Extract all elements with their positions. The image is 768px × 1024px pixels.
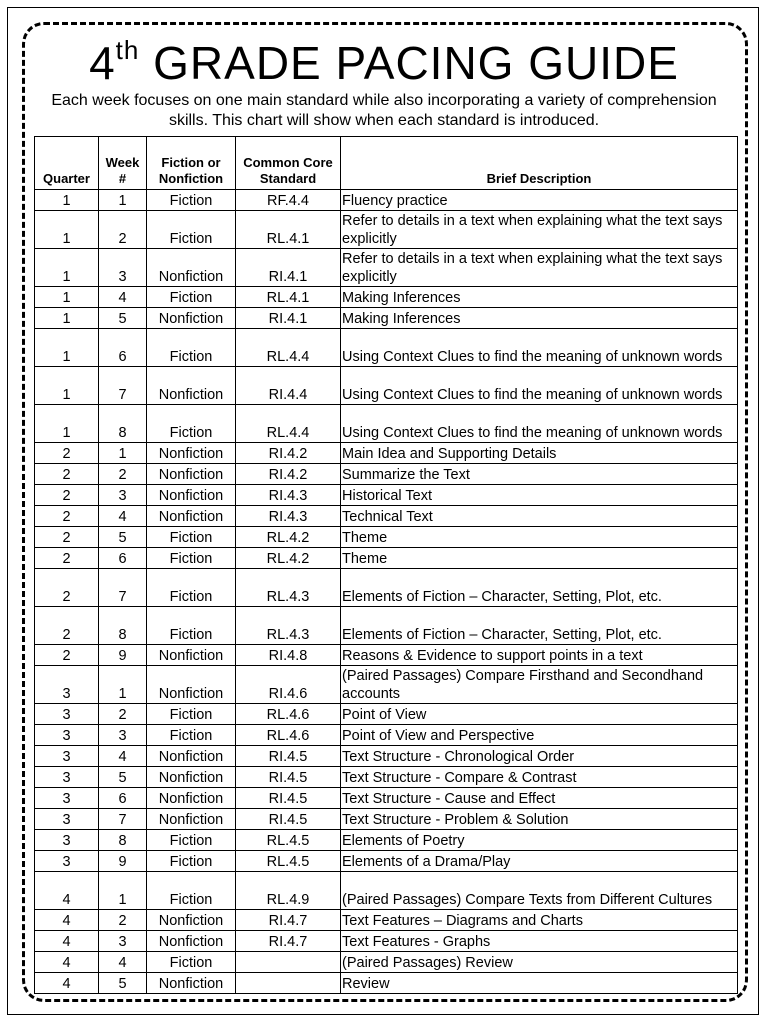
cell-standard: RI.4.5 bbox=[236, 788, 341, 809]
cell-fiction: Fiction bbox=[147, 704, 236, 725]
cell-quarter: 2 bbox=[35, 527, 99, 548]
table-row bbox=[35, 485, 738, 506]
cell-fiction: Fiction bbox=[147, 527, 236, 548]
cell-week: 5 bbox=[99, 527, 147, 548]
cell-standard bbox=[236, 973, 341, 994]
cell-week: 9 bbox=[99, 851, 147, 872]
cell-week: 1 bbox=[99, 190, 147, 211]
cell-quarter: 4 bbox=[35, 952, 99, 973]
table-row bbox=[35, 443, 738, 464]
table-row bbox=[35, 931, 738, 952]
cell-week: 8 bbox=[99, 405, 147, 443]
cell-quarter: 1 bbox=[35, 405, 99, 443]
table-row bbox=[35, 367, 738, 405]
cell-fiction: Nonfiction bbox=[147, 746, 236, 767]
cell-description: Theme bbox=[341, 548, 738, 569]
page-subtitle: Each week focuses on one main standard while also incorporating a variety of comprehension skills. This chart will show when each standard is introduced. bbox=[51, 92, 717, 129]
cell-week: 2 bbox=[99, 910, 147, 931]
table-row bbox=[35, 952, 738, 973]
cell-quarter: 2 bbox=[35, 607, 99, 645]
cell-standard: RL.4.1 bbox=[236, 211, 341, 249]
table-row bbox=[35, 851, 738, 872]
table-row bbox=[35, 704, 738, 725]
table-row bbox=[35, 464, 738, 485]
cell-standard: RI.4.4 bbox=[236, 367, 341, 405]
cell-quarter: 3 bbox=[35, 666, 99, 704]
cell-week: 7 bbox=[99, 367, 147, 405]
table-row bbox=[35, 211, 738, 249]
cell-description: Elements of a Drama/Play bbox=[341, 851, 738, 872]
cell-fiction: Fiction bbox=[147, 607, 236, 645]
cell-fiction: Nonfiction bbox=[147, 443, 236, 464]
cell-standard: RI.4.1 bbox=[236, 249, 341, 287]
cell-fiction: Nonfiction bbox=[147, 910, 236, 931]
cell-week: 6 bbox=[99, 548, 147, 569]
cell-standard: RL.4.3 bbox=[236, 569, 341, 607]
cell-description: Elements of Fiction – Character, Setting, Plot, etc. bbox=[341, 607, 738, 645]
cell-description: Text Structure - Problem & Solution bbox=[341, 809, 738, 830]
cell-quarter: 2 bbox=[35, 569, 99, 607]
table-row bbox=[35, 788, 738, 809]
pacing-table bbox=[34, 136, 738, 994]
cell-standard: RL.4.6 bbox=[236, 725, 341, 746]
cell-fiction: Fiction bbox=[147, 851, 236, 872]
cell-description: Main Idea and Supporting Details bbox=[341, 443, 738, 464]
cell-standard: RL.4.5 bbox=[236, 851, 341, 872]
cell-standard: RI.4.5 bbox=[236, 767, 341, 788]
cell-description: Technical Text bbox=[341, 506, 738, 527]
cell-fiction: Nonfiction bbox=[147, 367, 236, 405]
cell-standard: RL.4.4 bbox=[236, 405, 341, 443]
cell-standard: RI.4.3 bbox=[236, 506, 341, 527]
cell-quarter: 1 bbox=[35, 367, 99, 405]
cell-fiction: Fiction bbox=[147, 872, 236, 910]
cell-quarter: 3 bbox=[35, 746, 99, 767]
cell-fiction: Fiction bbox=[147, 405, 236, 443]
cell-week: 3 bbox=[99, 931, 147, 952]
title-text: GRADE PACING GUIDE bbox=[153, 37, 679, 89]
cell-standard: RL.4.1 bbox=[236, 287, 341, 308]
cell-week: 4 bbox=[99, 287, 147, 308]
cell-description: Historical Text bbox=[341, 485, 738, 506]
cell-week: 6 bbox=[99, 788, 147, 809]
cell-week: 1 bbox=[99, 443, 147, 464]
cell-quarter: 2 bbox=[35, 464, 99, 485]
cell-fiction: Nonfiction bbox=[147, 249, 236, 287]
cell-description: Review bbox=[341, 973, 738, 994]
cell-fiction: Fiction bbox=[147, 287, 236, 308]
cell-standard: RI.4.3 bbox=[236, 485, 341, 506]
cell-fiction: Nonfiction bbox=[147, 506, 236, 527]
cell-week: 6 bbox=[99, 329, 147, 367]
cell-week: 2 bbox=[99, 704, 147, 725]
cell-week: 7 bbox=[99, 809, 147, 830]
cell-description: Reasons & Evidence to support points in a text bbox=[341, 645, 738, 666]
cell-description: Text Structure - Cause and Effect bbox=[341, 788, 738, 809]
cell-week: 3 bbox=[99, 725, 147, 746]
cell-week: 2 bbox=[99, 464, 147, 485]
cell-standard: RI.4.5 bbox=[236, 746, 341, 767]
cell-fiction: Fiction bbox=[147, 329, 236, 367]
table-row bbox=[35, 767, 738, 788]
cell-quarter: 2 bbox=[35, 506, 99, 527]
cell-standard: RL.4.6 bbox=[236, 704, 341, 725]
table-body bbox=[35, 190, 738, 994]
cell-description: Text Features - Graphs bbox=[341, 931, 738, 952]
table-row bbox=[35, 746, 738, 767]
cell-description: Refer to details in a text when explaining what the text says explicitly bbox=[341, 211, 738, 249]
cell-quarter: 4 bbox=[35, 872, 99, 910]
cell-standard: RL.4.3 bbox=[236, 607, 341, 645]
cell-week: 5 bbox=[99, 973, 147, 994]
cell-week: 8 bbox=[99, 607, 147, 645]
page-title bbox=[0, 36, 768, 90]
cell-standard: RI.4.8 bbox=[236, 645, 341, 666]
cell-quarter: 1 bbox=[35, 329, 99, 367]
cell-quarter: 2 bbox=[35, 645, 99, 666]
header-description: Brief Description bbox=[341, 137, 738, 190]
header-week: Week # bbox=[99, 137, 147, 190]
cell-quarter: 1 bbox=[35, 211, 99, 249]
cell-quarter: 4 bbox=[35, 910, 99, 931]
cell-description: Elements of Poetry bbox=[341, 830, 738, 851]
table-row bbox=[35, 830, 738, 851]
cell-description: Elements of Fiction – Character, Setting, Plot, etc. bbox=[341, 569, 738, 607]
table-row bbox=[35, 607, 738, 645]
cell-fiction: Nonfiction bbox=[147, 666, 236, 704]
cell-quarter: 2 bbox=[35, 443, 99, 464]
cell-fiction: Nonfiction bbox=[147, 464, 236, 485]
cell-quarter: 3 bbox=[35, 830, 99, 851]
cell-fiction: Nonfiction bbox=[147, 931, 236, 952]
cell-week: 5 bbox=[99, 767, 147, 788]
cell-standard: RF.4.4 bbox=[236, 190, 341, 211]
title-number: 4 bbox=[89, 37, 116, 89]
table-row bbox=[35, 666, 738, 704]
cell-description: Making Inferences bbox=[341, 308, 738, 329]
cell-week: 2 bbox=[99, 211, 147, 249]
cell-fiction: Fiction bbox=[147, 211, 236, 249]
cell-week: 8 bbox=[99, 830, 147, 851]
cell-week: 5 bbox=[99, 308, 147, 329]
cell-quarter: 1 bbox=[35, 249, 99, 287]
cell-week: 4 bbox=[99, 952, 147, 973]
cell-quarter: 4 bbox=[35, 931, 99, 952]
cell-description: Text Features – Diagrams and Charts bbox=[341, 910, 738, 931]
cell-fiction: Nonfiction bbox=[147, 809, 236, 830]
table-row bbox=[35, 249, 738, 287]
cell-fiction: Nonfiction bbox=[147, 973, 236, 994]
cell-fiction: Nonfiction bbox=[147, 767, 236, 788]
cell-standard: RI.4.7 bbox=[236, 910, 341, 931]
table-row bbox=[35, 872, 738, 910]
header-fiction: Fiction or Nonfiction bbox=[147, 137, 236, 190]
table-row bbox=[35, 910, 738, 931]
cell-fiction: Fiction bbox=[147, 569, 236, 607]
table-header-row bbox=[35, 137, 738, 190]
cell-standard: RL.4.9 bbox=[236, 872, 341, 910]
cell-description: (Paired Passages) Compare Firsthand and Secondhand accounts bbox=[341, 666, 738, 704]
cell-fiction: Nonfiction bbox=[147, 308, 236, 329]
cell-description: Using Context Clues to find the meaning of unknown words bbox=[341, 367, 738, 405]
cell-standard: RL.4.4 bbox=[236, 329, 341, 367]
cell-fiction: Nonfiction bbox=[147, 788, 236, 809]
title-ordinal: th bbox=[115, 35, 140, 65]
cell-week: 3 bbox=[99, 485, 147, 506]
cell-description: Making Inferences bbox=[341, 287, 738, 308]
cell-standard: RI.4.2 bbox=[236, 443, 341, 464]
table-row bbox=[35, 973, 738, 994]
header-quarter: Quarter bbox=[35, 137, 99, 190]
cell-standard: RI.4.1 bbox=[236, 308, 341, 329]
cell-fiction: Fiction bbox=[147, 725, 236, 746]
cell-fiction: Fiction bbox=[147, 952, 236, 973]
cell-fiction: Fiction bbox=[147, 830, 236, 851]
table-row bbox=[35, 287, 738, 308]
cell-quarter: 3 bbox=[35, 725, 99, 746]
table-row bbox=[35, 725, 738, 746]
cell-quarter: 3 bbox=[35, 704, 99, 725]
cell-fiction: Nonfiction bbox=[147, 645, 236, 666]
table-row bbox=[35, 645, 738, 666]
cell-description: Using Context Clues to find the meaning of unknown words bbox=[341, 405, 738, 443]
cell-standard: RI.4.7 bbox=[236, 931, 341, 952]
cell-quarter: 3 bbox=[35, 788, 99, 809]
cell-description: Theme bbox=[341, 527, 738, 548]
table-row bbox=[35, 190, 738, 211]
cell-quarter: 3 bbox=[35, 851, 99, 872]
cell-standard: RI.4.2 bbox=[236, 464, 341, 485]
table-row bbox=[35, 527, 738, 548]
cell-standard: RI.4.5 bbox=[236, 809, 341, 830]
cell-description: Point of View and Perspective bbox=[341, 725, 738, 746]
cell-quarter: 2 bbox=[35, 485, 99, 506]
cell-quarter: 3 bbox=[35, 767, 99, 788]
cell-week: 1 bbox=[99, 872, 147, 910]
cell-description: Using Context Clues to find the meaning of unknown words bbox=[341, 329, 738, 367]
table-row bbox=[35, 548, 738, 569]
cell-description: Fluency practice bbox=[341, 190, 738, 211]
cell-description: (Paired Passages) Review bbox=[341, 952, 738, 973]
cell-description: Text Structure - Chronological Order bbox=[341, 746, 738, 767]
cell-standard: RL.4.2 bbox=[236, 548, 341, 569]
cell-standard bbox=[236, 952, 341, 973]
cell-fiction: Fiction bbox=[147, 548, 236, 569]
table-row bbox=[35, 809, 738, 830]
cell-fiction: Fiction bbox=[147, 190, 236, 211]
cell-week: 1 bbox=[99, 666, 147, 704]
cell-fiction: Nonfiction bbox=[147, 485, 236, 506]
cell-description: Summarize the Text bbox=[341, 464, 738, 485]
cell-quarter: 1 bbox=[35, 287, 99, 308]
table-row bbox=[35, 405, 738, 443]
cell-description: (Paired Passages) Compare Texts from Different Cultures bbox=[341, 872, 738, 910]
cell-quarter: 4 bbox=[35, 973, 99, 994]
table-row bbox=[35, 308, 738, 329]
cell-quarter: 1 bbox=[35, 190, 99, 211]
cell-standard: RI.4.6 bbox=[236, 666, 341, 704]
cell-week: 9 bbox=[99, 645, 147, 666]
cell-description: Point of View bbox=[341, 704, 738, 725]
cell-week: 3 bbox=[99, 249, 147, 287]
cell-standard: RL.4.2 bbox=[236, 527, 341, 548]
cell-quarter: 2 bbox=[35, 548, 99, 569]
table-row bbox=[35, 569, 738, 607]
cell-description: Refer to details in a text when explaining what the text says explicitly bbox=[341, 249, 738, 287]
table-row bbox=[35, 506, 738, 527]
cell-quarter: 3 bbox=[35, 809, 99, 830]
table-row bbox=[35, 329, 738, 367]
cell-quarter: 1 bbox=[35, 308, 99, 329]
cell-description: Text Structure - Compare & Contrast bbox=[341, 767, 738, 788]
header-standard: Common Core Standard bbox=[236, 137, 341, 190]
cell-week: 4 bbox=[99, 746, 147, 767]
cell-week: 4 bbox=[99, 506, 147, 527]
cell-standard: RL.4.5 bbox=[236, 830, 341, 851]
cell-week: 7 bbox=[99, 569, 147, 607]
